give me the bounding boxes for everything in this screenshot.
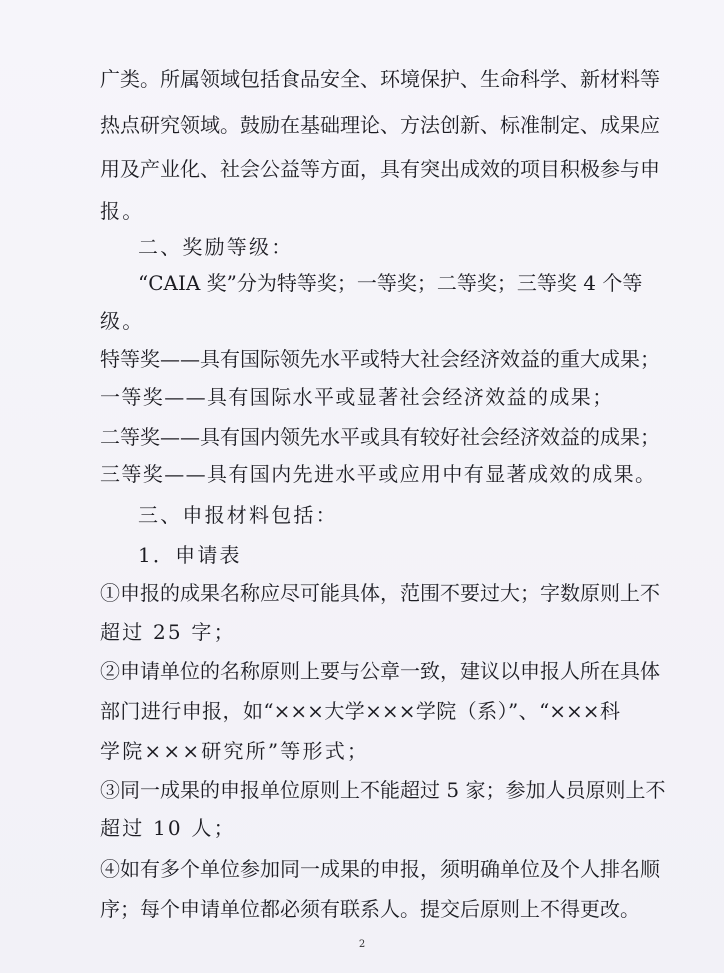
section-2-intro-line-1: “CAIA 奖”分为特等奖；一等奖；二等奖；三等奖 4 个等	[138, 271, 643, 295]
award-level-first: 一等奖——具有国际水平或显著社会经济效益的成果；	[100, 385, 614, 409]
item-2-line-3: 学院×××研究所”等形式；	[100, 739, 370, 763]
item-4-line-2: 序；每个申请单位都必须有联系人。提交后原则上不得更改。	[100, 897, 640, 921]
item-3-line-2: 超过 10 人；	[100, 816, 236, 840]
paragraph-1-line-3: 用及产业化、社会公益等方面，具有突出成效的项目积极参与申	[100, 157, 660, 181]
item-3-line-1: ③同一成果的申报单位原则上不能超过 5 家；参加人员原则上不	[100, 778, 666, 802]
paragraph-1-line-4: 报。	[100, 199, 145, 223]
paragraph-1-line-1: 广类。所属领域包括食品安全、环境保护、生命科学、新材料等	[100, 67, 660, 91]
item-2-line-2: 部门进行申报，如“×××大学×××学院（系）”、“×××科	[100, 699, 620, 723]
award-level-third: 三等奖——具有国内先进水平或应用中有显著成效的成果。	[100, 462, 657, 486]
page-number: 2	[358, 939, 366, 950]
paragraph-1-line-2: 热点研究领域。鼓励在基础理论、方法创新、标准制定、成果应	[100, 113, 660, 137]
award-level-second: 二等奖——具有国内领先水平或具有较好社会经济效益的成果；	[100, 425, 660, 449]
section-2-intro-line-2: 级。	[100, 309, 145, 333]
item-4-line-1: ④如有多个单位参加同一成果的申报，须明确单位及个人排名顺	[100, 857, 660, 881]
item-1-line-2: 超过 25 字；	[100, 620, 236, 644]
section-2-heading: 二、奖励等级：	[138, 235, 294, 259]
item-2-line-1: ②申请单位的名称原则上要与公章一致，建议以申报人所在具体	[100, 659, 660, 683]
award-level-special: 特等奖——具有国际领先水平或特大社会经济效益的重大成果；	[100, 347, 660, 371]
section-3-subheading: 1．申请表	[138, 543, 242, 567]
section-3-heading: 三、申报材料包括：	[138, 503, 338, 527]
item-1-line-1: ①申报的成果名称应尽可能具体，范围不要过大；字数原则上不	[100, 581, 660, 605]
